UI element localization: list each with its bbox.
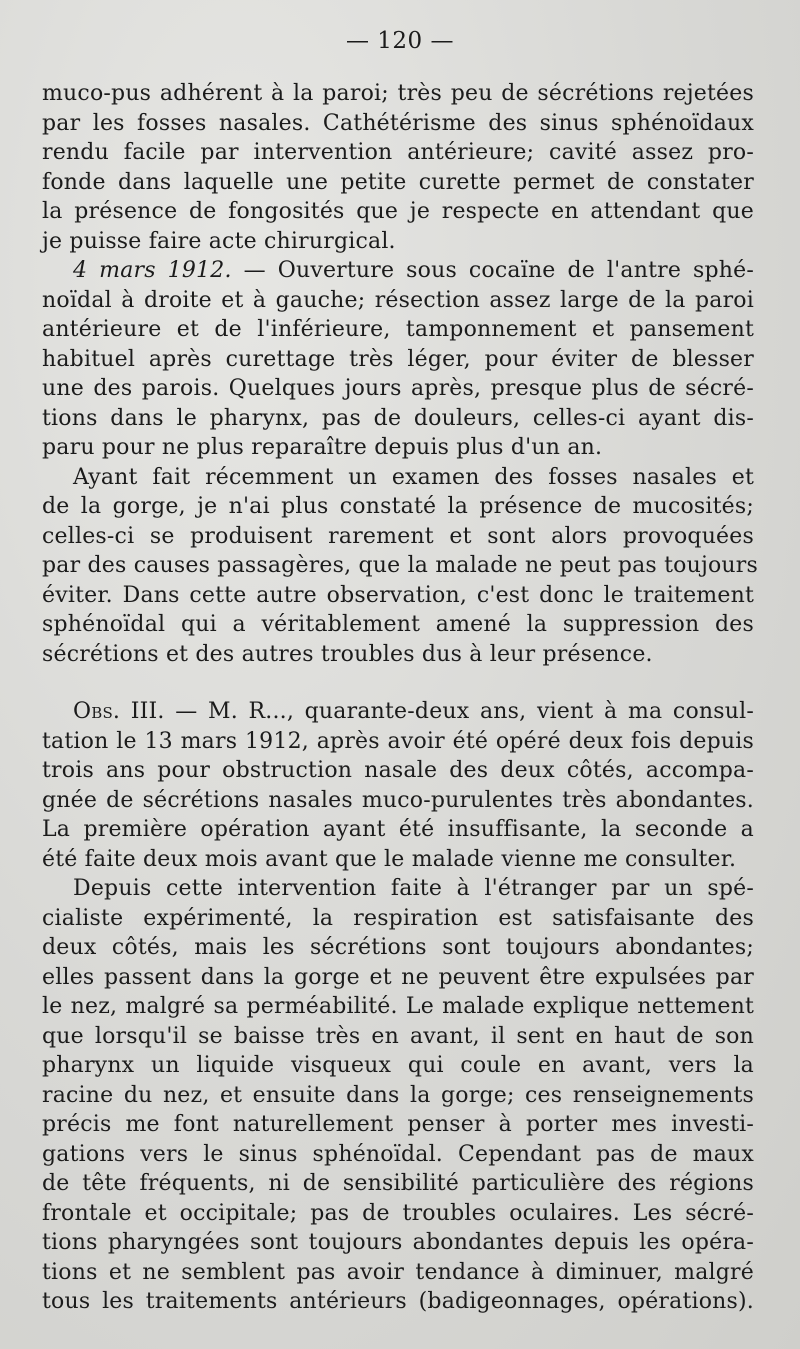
paragraph-1 — [42, 79, 754, 256]
text-line: par des causes passagères, que la malade ne peut pas toujours — [42, 553, 759, 578]
text-line: tions et ne semblent pas avoir tendance à diminuer, malgré — [42, 1259, 754, 1285]
text-line: trois ans pour obstruction nasale des deux côtés, accompa- — [42, 758, 754, 783]
text-line: gnée de sécrétions nasales muco-purulentes très abondantes. — [42, 787, 754, 813]
text-line: une des parois. Quelques jours après, presque plus de sécré- — [42, 376, 754, 401]
text-line: je puisse faire acte chirurgical. — [42, 228, 396, 254]
paragraph-2 — [42, 256, 754, 463]
body-text — [42, 79, 759, 1317]
text-line: été faite deux mois avant que le malade vienne me consulter. — [42, 846, 737, 872]
text-line: que lorsqu'il se baisse très en avant, il sent en haut de son — [42, 1023, 754, 1049]
text-line: de la gorge, je n'ai plus constaté la présence de mucosités; — [42, 494, 754, 519]
text-line: par les fosses nasales. Cathétérisme des sinus sphénoïdaux — [42, 110, 754, 136]
text-line: précis me font naturellement penser à porter mes investi- — [42, 1112, 754, 1137]
text-line: antérieure et de l'inférieure, tamponnement et pansement — [42, 317, 754, 342]
text-line: elles passent dans la gorge et ne peuvent être expulsées par — [42, 964, 754, 990]
text-line: noïdal à droite et à gauche; résection assez large de la paroi — [42, 287, 754, 313]
section-gap — [42, 669, 754, 697]
obs-label: Obs. — [73, 699, 121, 724]
text-line: La première opération ayant été insuffisante, la seconde a — [42, 817, 754, 842]
text-line: éviter. Dans cette autre observation, c'est donc le traitement — [42, 582, 754, 608]
text-line: frontale et occipitale; pas de troubles oculaires. Les sécré- — [42, 1200, 754, 1226]
page-number: — 120 — — [345, 28, 455, 54]
paragraph-4 — [42, 697, 754, 874]
text-line: habituel après curettage très léger, pour éviter de blesser — [42, 346, 754, 372]
text-line: gations vers le sinus sphénoïdal. Cependant pas de maux — [42, 1141, 754, 1167]
paragraph-5 — [42, 874, 754, 1317]
text-line: paru pour ne plus reparaître depuis plus d'un an. — [42, 435, 603, 460]
paragraph-3 — [42, 463, 759, 670]
text-line: fonde dans laquelle une petite curette permet de constater — [42, 169, 754, 195]
text-line: tation le 13 mars 1912, après avoir été opéré deux fois depuis — [42, 728, 754, 754]
text-line: muco-pus adhérent à la paroi; très peu de sécrétions rejetées — [42, 81, 754, 106]
text-line: deux côtés, mais les sécrétions sont toujours abondantes; — [42, 935, 754, 960]
text-line: racine du nez, et ensuite dans la gorge; ces renseignements — [42, 1082, 754, 1108]
text-line: sphénoïdal qui a véritablement amené la suppression des — [42, 612, 754, 637]
text-line: sécrétions et des autres troubles dus à leur présence. — [42, 641, 653, 667]
text-line — [42, 697, 754, 727]
text-line: pharynx un liquide visqueux qui coule en avant, vers la — [42, 1053, 754, 1078]
text-line: Ayant fait récemment un examen des fosses nasales et — [73, 464, 754, 490]
text-line: rendu facile par intervention antérieure; cavité assez pro- — [42, 140, 754, 165]
date-label: 4 mars 1912. — [73, 258, 232, 283]
text-line: tous les traitements antérieurs (badigeonnages, opérations). — [42, 1289, 754, 1314]
text-line: tions dans le pharynx, pas de douleurs, celles-ci ayant dis- — [42, 405, 754, 431]
text-line: la présence de fongosités que je respecte en attendant que — [42, 199, 754, 224]
text-line — [42, 256, 754, 286]
text-line: tions pharyngées sont toujours abondantes depuis les opéra- — [42, 1230, 754, 1255]
text-line: le nez, malgré sa perméabilité. Le malade explique nettement — [42, 994, 754, 1019]
text-line: de tête fréquents, ni de sensibilité particulière des régions — [42, 1171, 754, 1196]
text-line: cialiste expérimenté, la respiration est satisfaisante des — [42, 905, 754, 931]
text-line-rest: — Ouverture sous cocaïne de l'antre sphé- — [231, 258, 754, 283]
text-line: Depuis cette intervention faite à l'étranger par un spé- — [73, 876, 754, 901]
text-line-rest: III. — M. R..., quarante-deux ans, vient à ma consul- — [120, 699, 754, 724]
text-line: celles-ci se produisent rarement et sont alors provoquées — [42, 523, 754, 549]
